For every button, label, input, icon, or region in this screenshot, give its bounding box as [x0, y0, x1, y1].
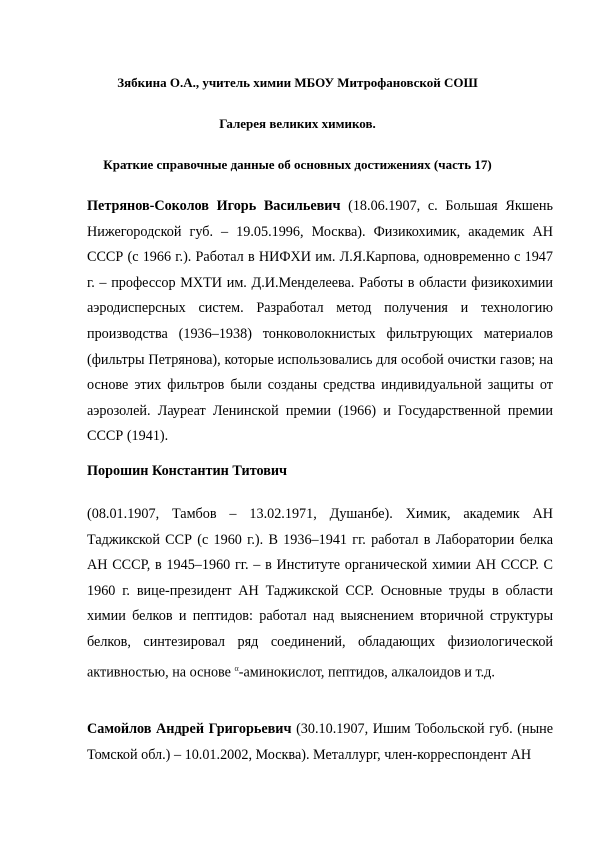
entry-samoylov: [87, 717, 553, 768]
entry-name: Петрянов-Соколов Игорь Васильевич: [87, 198, 341, 214]
entry-name: Самойлов Андрей Григорьевич: [87, 721, 292, 737]
entry-text: (30.10.1907, Ишим Тобольской губ. (ныне Томской обл.) – 10.01.2002, Москва). Металлург, член-корреспондент АН: [87, 721, 554, 763]
entry-name-poroshin: Порошин Константин Титович: [87, 463, 288, 479]
entry-petryanov: [87, 194, 553, 450]
alpha-symbol: α: [234, 663, 239, 673]
entry-text-continued: -аминокислот, пептидов, алкалоидов и т.д.: [238, 664, 495, 681]
entry-text: (18.06.1907, с. Большая Якшень Нижегородской губ. – 19.05.1996, Москва). Физикохимик, академик АН СССР (с 1966 г.). Работал в НИФХИ им. Л.Я.Карпова, одновременно с 1947 г. – профессор МХТИ им. Д.И.Менделеева. Работы в области физикохимии аэродисперсных систем. Разработал метод получения и технологию производства (1936–1938) тонковолокнистых фильтрующих материалов (фильтры Петрянова), которые использовались для особой очистки газов; на основе этих фильтров были созданы средства индивидуальной защиты от аэрозолей. Лауреат Ленинской премии (1966) и Государственной премии СССР (1941).: [87, 198, 553, 445]
entry-text: (08.01.1907, Тамбов – 13.02.1971, Душанбе). Химик, академик АН Таджикской ССР (с 1960 г.). В 1936–1941 гг. работал в Лаборатории белка АН СССР, в 1945–1960 гг. – в Институте органической химии АН СССР. С 1960 г. вице-президент АН Таджикской ССР. Основные труды в области химии белков и пептидов: работал над выяснением вторичной структуры белков, синтезировал ряд соединений, обладающих физиологической активностью, на основе: [87, 506, 553, 681]
author-line: Зябкина О.А., учитель химии МБОУ Митрофановской СОШ: [117, 75, 478, 90]
document-subtitle: Краткие справочные данные об основных достижениях (часть 17): [103, 157, 492, 172]
entry-poroshin: [87, 502, 553, 686]
gallery-title: Галерея великих химиков.: [219, 116, 376, 131]
